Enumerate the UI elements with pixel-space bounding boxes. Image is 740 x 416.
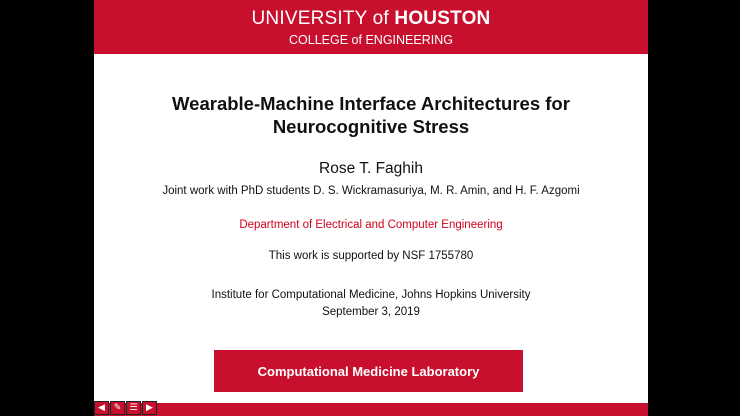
footer-bar [94, 403, 648, 416]
college-name: COLLEGE of ENGINEERING [289, 33, 453, 47]
previous-slide-icon[interactable]: ◀ [94, 401, 109, 415]
joint-work-credit: Joint work with PhD students D. S. Wickramasuriya, M. R. Amin, and H. F. Azgomi [162, 185, 580, 197]
lab-banner [214, 350, 523, 392]
department-name: Department of Electrical and Computer Engineering [239, 219, 503, 231]
presentation-slide [94, 0, 648, 416]
author-name: Rose T. Faghih [319, 160, 423, 177]
next-slide-icon[interactable]: ▶ [142, 401, 157, 415]
venue-date: September 3, 2019 [322, 306, 420, 318]
slide-title [94, 92, 648, 138]
menu-icon[interactable]: ☰ [126, 401, 141, 415]
venue-institute: Institute for Computational Medicine, Johns Hopkins University [211, 289, 531, 301]
funding-note: This work is supported by NSF 1755780 [268, 250, 474, 262]
slideshow-nav-toolbar [94, 401, 157, 415]
pen-icon[interactable]: ✎ [110, 401, 125, 415]
university-wordmark [94, 8, 648, 30]
title-line-2: Neurocognitive Stress [272, 116, 470, 137]
title-line-1: Wearable-Machine Interface Architectures for [172, 93, 570, 114]
slide-header [94, 0, 648, 54]
lab-name: Computational Medicine Laboratory [257, 363, 480, 379]
university-prefix: UNIVERSITY of [251, 8, 389, 29]
university-name: HOUSTON [394, 8, 491, 29]
